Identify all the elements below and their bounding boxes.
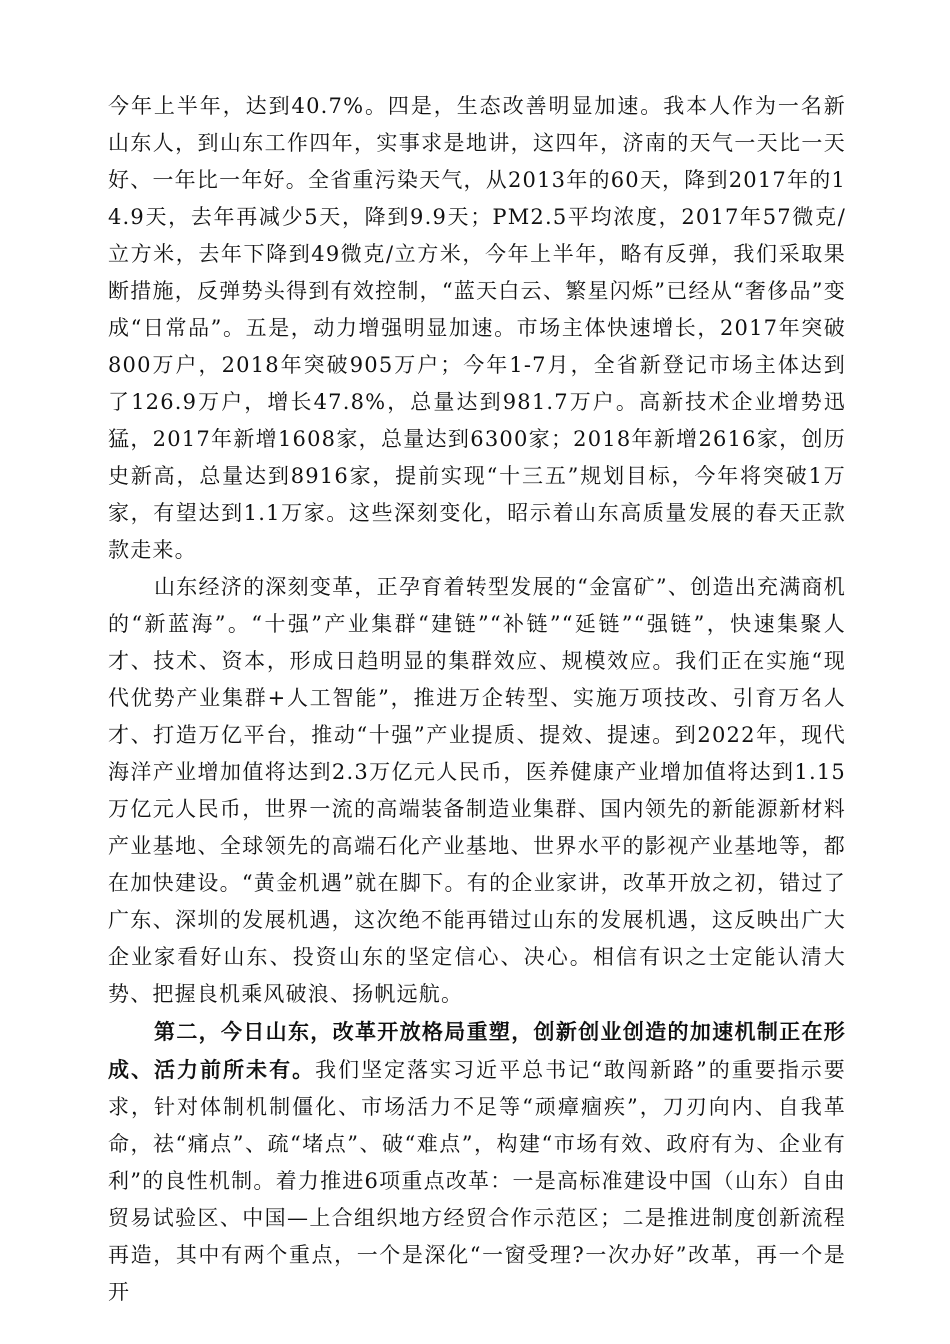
paragraph-ecology-and-momentum: 今年上半年，达到40.7%。四是，生态改善明显加速。我本人作为一名新山东人，到山东工作四年，实事求是地讲，这四年，济南的天气一天比一天好、一年比一年好。全省重污染天气，从2013年的60天，降到2017年的14.9天，去年再减少5天，降到9.9天；PM2.5平均浓度，2017年57微克/立方米，去年下降到49微克/立方米，今年上半年，略有反弹，我们采取果断措施，反弹势头得到有效控制，“蓝天白云、繁星闪烁”已经从“奢侈品”变成“日常品”。五是，动力增强明显加速。市场主体快速增长，2017年突破800万户，2018年突破905万户；今年1-7月，全省新登记市场主体达到了126.9万户，增长47.8%，总量达到981.7万户。高新技术企业增势迅猛，2017年新增1608家，总量达到6300家；2018年新增2616家，创历史新高，总量达到8916家，提前实现“十三五”规划目标，今年将突破1万家，有望达到1.1万家。这些深刻变化，昭示着山东高质量发展的春天正款款走来。 xyxy=(108,94,846,562)
document-page xyxy=(108,88,846,1344)
paragraph-reform-body: 我们坚定落实习近平总书记“敢闯新路”的重要指示要求，针对体制机制僵化、市场活力不足等“顽瘴痼疾”，刀刃向内、自我革命，祛“痛点”、疏“堵点”、破“难点”，构建“市场有效、政府有为、企业有利”的良性机制。着力推进6项重点改革：一是高标准建设中国（山东）自由贸易试验区、中国—上合组织地方经贸合作示范区；二是推进制度创新流程再造，其中有两个重点，一个是深化“一窗受理?一次办好”改革，再一个是开 xyxy=(108,1058,846,1304)
section-heading-second: 第二，今日山东，改革开放格局重塑，创新创业创造的加速机制正在形成、活力前所未有。 xyxy=(108,1019,846,1082)
paragraph-economic-transformation: 山东经济的深刻变革，正孕育着转型发展的“金富矿”、创造出充满商机的“新蓝海”。“十强”产业集群“建链”“补链”“延链”“强链”，快速集聚人才、技术、资本，形成日趋明显的集群效应、规模效应。我们正在实施“现代优势产业集群+人工智能”，推进万企转型、实施万项技改、引育万名人才、打造万亿平台，推动“十强”产业提质、提效、提速。到2022年，现代海洋产业增加值将达到2.3万亿元人民币，医养健康产业增加值将达到1.15万亿元人民币，世界一流的高端装备制造业集群、国内领先的新能源新材料产业基地、全球领先的高端石化产业基地、世界水平的影视产业基地等，都在加快建设。“黄金机遇”就在脚下。有的企业家讲，改革开放之初，错过了广东、深圳的发展机遇，这次绝不能再错过山东的发展机遇，这反映出广大企业家看好山东、投资山东的坚定信心、决心。相信有识之士定能认清大势、把握良机乘风破浪、扬帆远航。 xyxy=(108,575,846,1006)
paragraph-reform-and-opening xyxy=(108,1013,846,1311)
